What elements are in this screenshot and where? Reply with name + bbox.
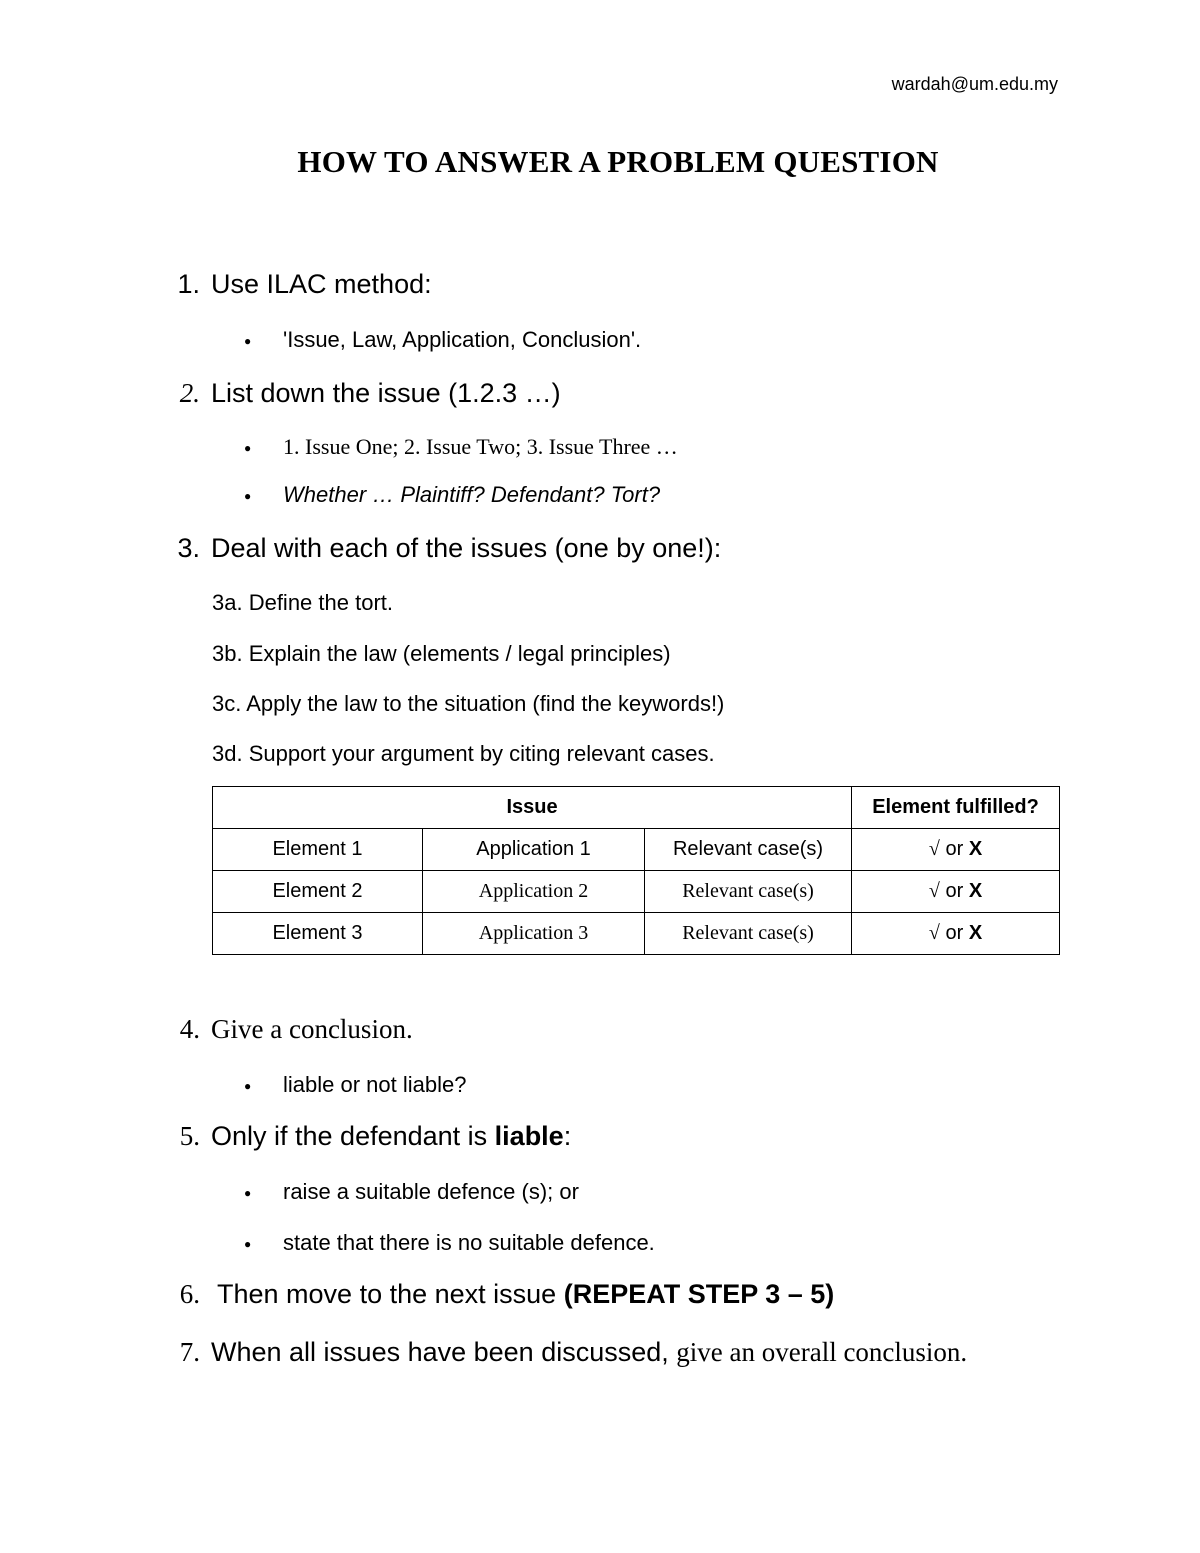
table-cell-application: Application 1	[423, 829, 645, 871]
step-6-emphasis: (REPEAT STEP 3 – 5)	[563, 1279, 835, 1309]
cross-mark-icon: X	[968, 838, 983, 860]
step-2-number: 2.	[179, 378, 200, 408]
check-mark-icon: √	[928, 880, 940, 902]
author-email: wardah@um.edu.my	[891, 74, 1058, 94]
bullet-icon: ●	[244, 489, 252, 503]
table-row	[213, 871, 1060, 913]
step-3c: 3c. Apply the law to the situation (find the keywords!)	[212, 691, 725, 716]
step-5-heading	[211, 1121, 571, 1152]
step-3a: 3a. Define the tort.	[212, 590, 393, 615]
cross-mark-icon: X	[968, 880, 983, 902]
step-2-bullet-2: Whether … Plaintiff? Defendant? Tort?	[283, 482, 661, 507]
ilac-table	[212, 786, 1060, 955]
or-text: or	[945, 880, 964, 902]
table-row	[213, 829, 1060, 871]
bullet-icon: ●	[244, 441, 252, 455]
step-3-number: 3.	[177, 533, 200, 563]
step-5-colon: :	[563, 1121, 572, 1151]
step-3-heading: Deal with each of the issues (one by one!):	[211, 533, 722, 563]
table-cell-cases: Relevant case(s)	[645, 913, 852, 955]
bullet-icon: ●	[244, 1186, 252, 1200]
step-4-number: 4.	[179, 1014, 200, 1044]
table-row	[213, 913, 1060, 955]
table-cell-fulfilled	[852, 913, 1060, 955]
step-5-bullet-2: state that there is no suitable defence.	[283, 1230, 655, 1255]
step-4-heading: Give a conclusion.	[211, 1014, 413, 1044]
step-2-heading: List down the issue (1.2.3 …)	[211, 378, 561, 408]
step-4-bullet-1: liable or not liable?	[283, 1072, 467, 1097]
page-title: HOW TO ANSWER A PROBLEM QUESTION	[297, 144, 939, 179]
table-header-fulfilled: Element fulfilled?	[852, 787, 1060, 829]
step-3d: 3d. Support your argument by citing relevant cases.	[212, 741, 715, 766]
step-1-heading: Use ILAC method:	[211, 269, 432, 299]
step-6-text: Then move to the next issue	[217, 1279, 564, 1309]
cross-mark-icon: X	[968, 922, 983, 944]
step-1-bullet-1: 'Issue, Law, Application, Conclusion'.	[283, 327, 642, 352]
step-3b: 3b. Explain the law (elements / legal principles)	[212, 641, 671, 666]
check-mark-icon: √	[928, 922, 940, 944]
step-5-number: 5.	[179, 1121, 200, 1151]
step-1-number: 1.	[177, 269, 200, 299]
step-6-heading	[217, 1279, 834, 1310]
bullet-icon: ●	[244, 1237, 252, 1251]
step-5-text: Only if the defendant is	[211, 1121, 495, 1151]
table-cell-element: Element 2	[213, 871, 423, 913]
step-2-bullet-1: 1. Issue One; 2. Issue Two; 3. Issue Three …	[283, 434, 678, 459]
table-header-row	[213, 787, 1060, 829]
table-cell-cases: Relevant case(s)	[645, 871, 852, 913]
bullet-icon: ●	[244, 1079, 252, 1093]
step-7-heading	[211, 1337, 967, 1368]
table-header-issue: Issue	[213, 787, 852, 829]
step-5-emphasis: liable	[494, 1121, 564, 1151]
table-cell-element: Element 3	[213, 913, 423, 955]
table-cell-fulfilled	[852, 829, 1060, 871]
step-7-conclusion: give an overall conclusion.	[676, 1337, 968, 1367]
table-cell-fulfilled	[852, 871, 1060, 913]
or-text: or	[945, 838, 964, 860]
or-text: or	[945, 922, 964, 944]
step-5-bullet-1: raise a suitable defence (s); or	[283, 1179, 579, 1204]
bullet-icon: ●	[244, 334, 252, 348]
table-cell-cases: Relevant case(s)	[645, 829, 852, 871]
check-mark-icon: √	[928, 838, 940, 860]
step-7-number: 7.	[179, 1337, 200, 1367]
step-7-text: When all issues have been discussed,	[211, 1337, 677, 1367]
table-cell-element: Element 1	[213, 829, 423, 871]
table-cell-application: Application 2	[423, 871, 645, 913]
step-6-number: 6.	[179, 1279, 200, 1309]
table-cell-application: Application 3	[423, 913, 645, 955]
